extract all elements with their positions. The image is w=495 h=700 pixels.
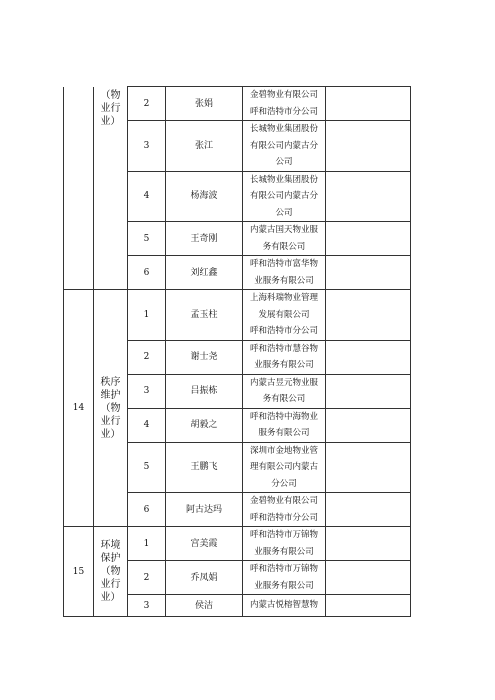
row-seq: 2 xyxy=(128,87,166,121)
row-blank-cell xyxy=(326,222,411,256)
row-blank-cell xyxy=(326,493,411,527)
row-blank-cell xyxy=(326,121,411,172)
group-number: 15 xyxy=(64,527,94,617)
row-seq: 3 xyxy=(128,374,166,408)
row-name: 吕振栋 xyxy=(166,374,243,408)
row-company: 呼和浩特市万锦物 业服务有限公司 xyxy=(243,527,326,561)
row-seq: 2 xyxy=(128,561,166,595)
row-company: 深圳市金地物业管 理有限公司内蒙古 分公司 xyxy=(243,442,326,493)
row-company: 内蒙古国天物业服 务有限公司 xyxy=(243,222,326,256)
row-company: 金碧物业有限公司 呼和浩特市分公司 xyxy=(243,87,326,121)
row-company: 长城物业集团股份 有限公司内蒙古分 公司 xyxy=(243,171,326,222)
table-row xyxy=(64,290,411,341)
group-number xyxy=(64,87,94,290)
row-name: 张江 xyxy=(166,121,243,172)
row-name: 王奇刚 xyxy=(166,222,243,256)
row-company: 长城物业集团股份 有限公司内蒙古分 公司 xyxy=(243,121,326,172)
row-blank-cell xyxy=(326,171,411,222)
row-blank-cell xyxy=(326,87,411,121)
row-blank-cell xyxy=(326,256,411,290)
row-seq: 6 xyxy=(128,493,166,527)
row-name: 宫美霞 xyxy=(166,527,243,561)
row-seq: 4 xyxy=(128,408,166,442)
row-blank-cell xyxy=(326,374,411,408)
row-company: 内蒙古昱元物业服 务有限公司 xyxy=(243,374,326,408)
table-row xyxy=(64,87,411,121)
row-company: 内蒙古悦榕智慧物 xyxy=(243,595,326,617)
row-name: 乔凤娟 xyxy=(166,561,243,595)
row-seq: 1 xyxy=(128,527,166,561)
row-name: 阿古达玛 xyxy=(166,493,243,527)
row-seq: 6 xyxy=(128,256,166,290)
row-name: 侯洁 xyxy=(166,595,243,617)
row-company: 上海科瑞物业管理 发展有限公司 呼和浩特市分公司 xyxy=(243,290,326,341)
group-category: 秩序 维护 （物 业行 业） xyxy=(94,290,128,527)
row-company: 呼和浩特市富华物 业服务有限公司 xyxy=(243,256,326,290)
row-name: 张娟 xyxy=(166,87,243,121)
row-seq: 4 xyxy=(128,171,166,222)
row-seq: 5 xyxy=(128,222,166,256)
row-company: 金碧物业有限公司 呼和浩特市分公司 xyxy=(243,493,326,527)
group-category: （物 业行 业） xyxy=(94,87,128,290)
table-row xyxy=(64,527,411,561)
row-company: 呼和浩特中海物业 服务有限公司 xyxy=(243,408,326,442)
row-blank-cell xyxy=(326,595,411,617)
row-blank-cell xyxy=(326,561,411,595)
row-name: 孟玉柱 xyxy=(166,290,243,341)
row-seq: 5 xyxy=(128,442,166,493)
row-company: 呼和浩特市万锦物 业服务有限公司 xyxy=(243,561,326,595)
group-number: 14 xyxy=(64,290,94,527)
row-name: 谢士尧 xyxy=(166,340,243,374)
row-blank-cell xyxy=(326,340,411,374)
row-name: 刘红鑫 xyxy=(166,256,243,290)
row-company: 呼和浩特市慧谷物 业服务有限公司 xyxy=(243,340,326,374)
row-name: 胡毅之 xyxy=(166,408,243,442)
row-blank-cell xyxy=(326,290,411,341)
row-blank-cell xyxy=(326,527,411,561)
row-seq: 3 xyxy=(128,595,166,617)
award-list-table xyxy=(63,86,411,617)
row-seq: 3 xyxy=(128,121,166,172)
row-seq: 2 xyxy=(128,340,166,374)
row-blank-cell xyxy=(326,408,411,442)
row-blank-cell xyxy=(326,442,411,493)
row-seq: 1 xyxy=(128,290,166,341)
group-category: 环境 保护 （物 业行 业） xyxy=(94,527,128,617)
row-name: 王鹏飞 xyxy=(166,442,243,493)
row-name: 杨海波 xyxy=(166,171,243,222)
